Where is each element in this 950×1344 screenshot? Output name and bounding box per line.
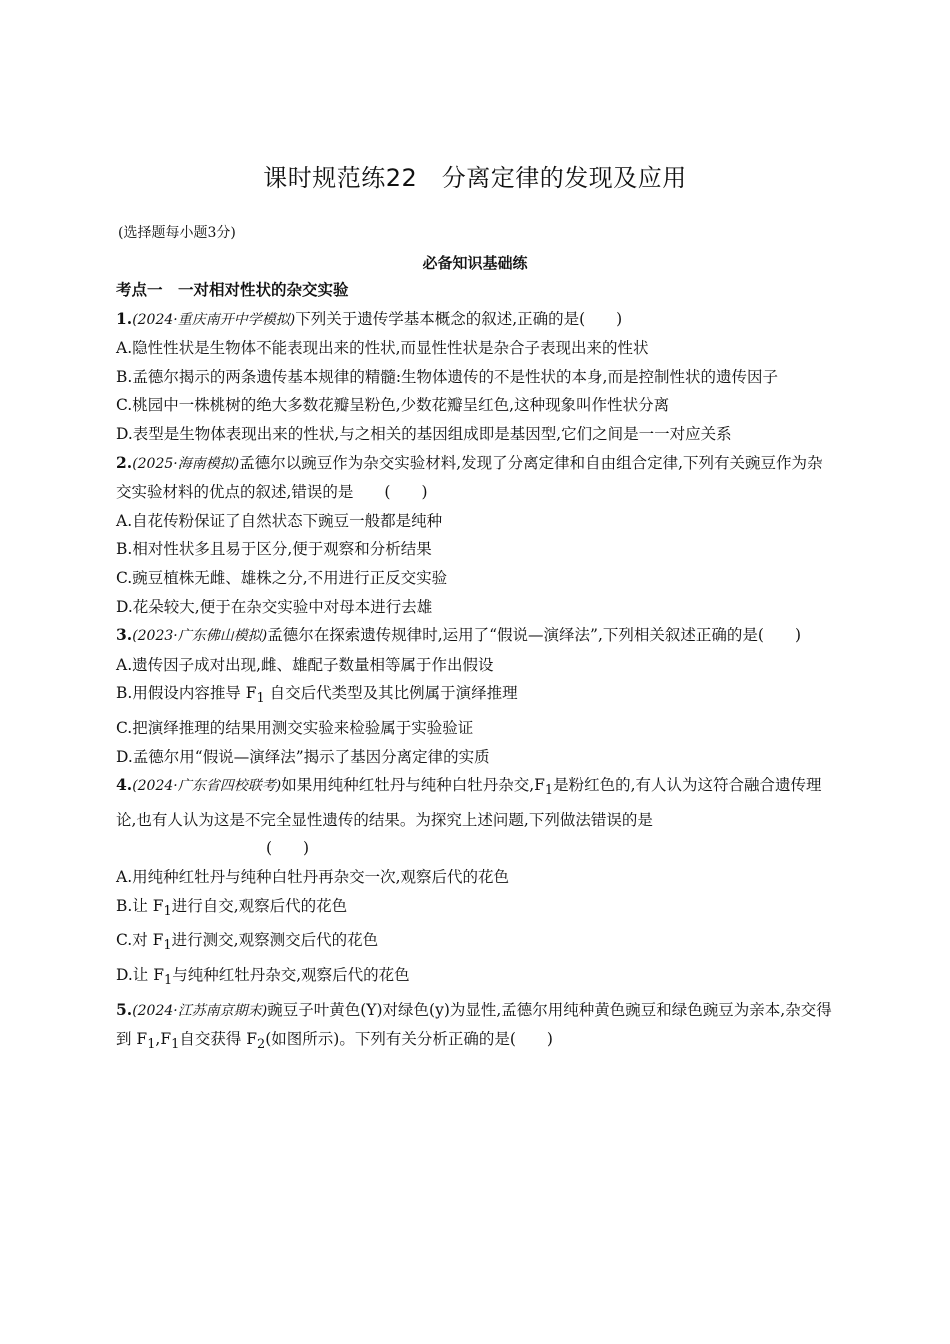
q4-option-c bbox=[116, 926, 836, 961]
score-note: (选择题每小题3分) bbox=[118, 225, 236, 241]
subscript: 1 bbox=[544, 783, 554, 799]
page-title: 课时规范练22 分离定律的发现及应用 bbox=[263, 164, 687, 192]
subscript: 1 bbox=[163, 973, 173, 989]
q1-option-a: A.隐性性状是生物体不能表现出来的性状,而显性性状是杂合子表现出来的性状 bbox=[116, 339, 649, 358]
option-text: 进行测交,观察测交后代的花色 bbox=[171, 931, 379, 950]
question-number: 3. bbox=[116, 625, 133, 645]
answer-paren: ( ) bbox=[266, 839, 310, 858]
subscript: 1 bbox=[171, 1037, 180, 1053]
question-4-stem bbox=[116, 771, 836, 834]
question-text: ,F bbox=[155, 1030, 172, 1049]
question-number: 5. bbox=[116, 999, 133, 1019]
q2-option-d: D.花朵较大,便于在杂交实验中对母本进行去雄 bbox=[116, 597, 433, 616]
question-number: 4. bbox=[116, 775, 133, 795]
question-text: 下列关于遗传学基本概念的叙述,正确的是( ) bbox=[295, 309, 623, 328]
q2-option-a: A.自花传粉保证了自然状态下豌豆一般都是纯种 bbox=[116, 511, 443, 530]
question-source: (2025·海南模拟) bbox=[132, 455, 240, 472]
question-5-stem bbox=[116, 996, 836, 1060]
question-text: 自交获得 F bbox=[179, 1030, 257, 1049]
question-source: (2024·重庆南开中学模拟) bbox=[132, 311, 296, 328]
q1-option-d: D.表型是生物体表现出来的性状,与之相关的基因组成即是基因型,它们之间是一一对应关系 bbox=[116, 424, 732, 443]
question-2-stem bbox=[116, 449, 836, 507]
subscript: 1 bbox=[147, 1037, 156, 1053]
option-text: B.让 F bbox=[116, 896, 164, 915]
option-text: B.用假设内容推导 F bbox=[116, 684, 257, 703]
question-text: 孟德尔在探索遗传规律时,运用了“假说—演绎法”,下列相关叙述正确的是( ) bbox=[267, 626, 802, 645]
q3-option-c: C.把演绎推理的结果用测交实验来检验属于实验验证 bbox=[116, 719, 474, 737]
question-source: (2024·江苏南京期末) bbox=[132, 1002, 268, 1019]
q2-option-b: B.相对性状多且易于区分,便于观察和分析结果 bbox=[116, 540, 432, 559]
q4-option-a: A.用纯种红牡丹与纯种白牡丹再杂交一次,观察后代的花色 bbox=[116, 868, 510, 887]
option-text: D.让 F bbox=[116, 966, 164, 985]
question-text: 孟德尔以豌豆作为杂交实验材料,发现了分离定律和自由组合定律,下列有关豌豆作为杂交实验材料的优点的叙述,错误的是 ( ) bbox=[116, 453, 823, 502]
subscript: 1 bbox=[256, 691, 265, 707]
subscript: 2 bbox=[257, 1037, 266, 1053]
question-1-stem bbox=[116, 305, 836, 335]
q3-option-d: D.孟德尔用“假说—演绎法”揭示了基因分离定律的实质 bbox=[116, 747, 490, 766]
question-text: (如图所示)。下列有关分析正确的是( ) bbox=[265, 1030, 553, 1049]
option-text: C.对 F bbox=[116, 931, 164, 950]
question-source: (2024·广东省四校联考) bbox=[132, 778, 282, 795]
subscript: 1 bbox=[163, 938, 172, 954]
question-3-stem bbox=[116, 621, 836, 651]
question-text: 豌豆子叶黄色(Y)对绿色(y)为显性,孟德尔用纯种黄色豌豆和绿色豌豆为亲本,杂交得到 F bbox=[116, 1000, 832, 1049]
question-body bbox=[116, 276, 836, 1060]
subscript: 1 bbox=[163, 903, 172, 919]
q4-option-d bbox=[116, 961, 836, 996]
question-number: 2. bbox=[116, 452, 133, 472]
q3-option-a: A.遗传因子成对出现,雌、雄配子数量相等属于作出假设 bbox=[116, 655, 494, 674]
question-text: 如果用纯种红牡丹与纯种白牡丹杂交,F bbox=[281, 776, 545, 795]
question-number: 1. bbox=[116, 308, 133, 328]
option-text: 进行自交,观察后代的花色 bbox=[171, 896, 348, 915]
q4-option-b bbox=[116, 892, 836, 927]
q2-option-c: C.豌豆植株无雌、雄株之分,不用进行正反交实验 bbox=[116, 568, 448, 587]
kaodian-heading: 考点一 一对相对性状的杂交实验 bbox=[116, 281, 349, 299]
section-heading: 必备知识基础练 bbox=[422, 254, 528, 272]
option-text: 自交后代类型及其比例属于演绎推理 bbox=[264, 684, 518, 703]
question-source: (2023·广东佛山模拟) bbox=[132, 628, 268, 645]
q1-option-b: B.孟德尔揭示的两条遗传基本规律的精髓:生物体遗传的不是性状的本身,而是控制性状的遗传因子 bbox=[116, 367, 778, 386]
question-text: 是粉红色的,有人认为这符合融合遗传理论,也有人认为这是不完全显性遗传的结果。为探究上述问题,下列做法错误的是 bbox=[116, 776, 822, 829]
q1-option-c: C.桃园中一株桃树的绝大多数花瓣呈粉色,少数花瓣呈红色,这种现象叫作性状分离 bbox=[116, 396, 670, 415]
option-text: 与纯种红牡丹杂交,观察后代的花色 bbox=[172, 966, 410, 985]
q3-option-b bbox=[116, 679, 836, 714]
